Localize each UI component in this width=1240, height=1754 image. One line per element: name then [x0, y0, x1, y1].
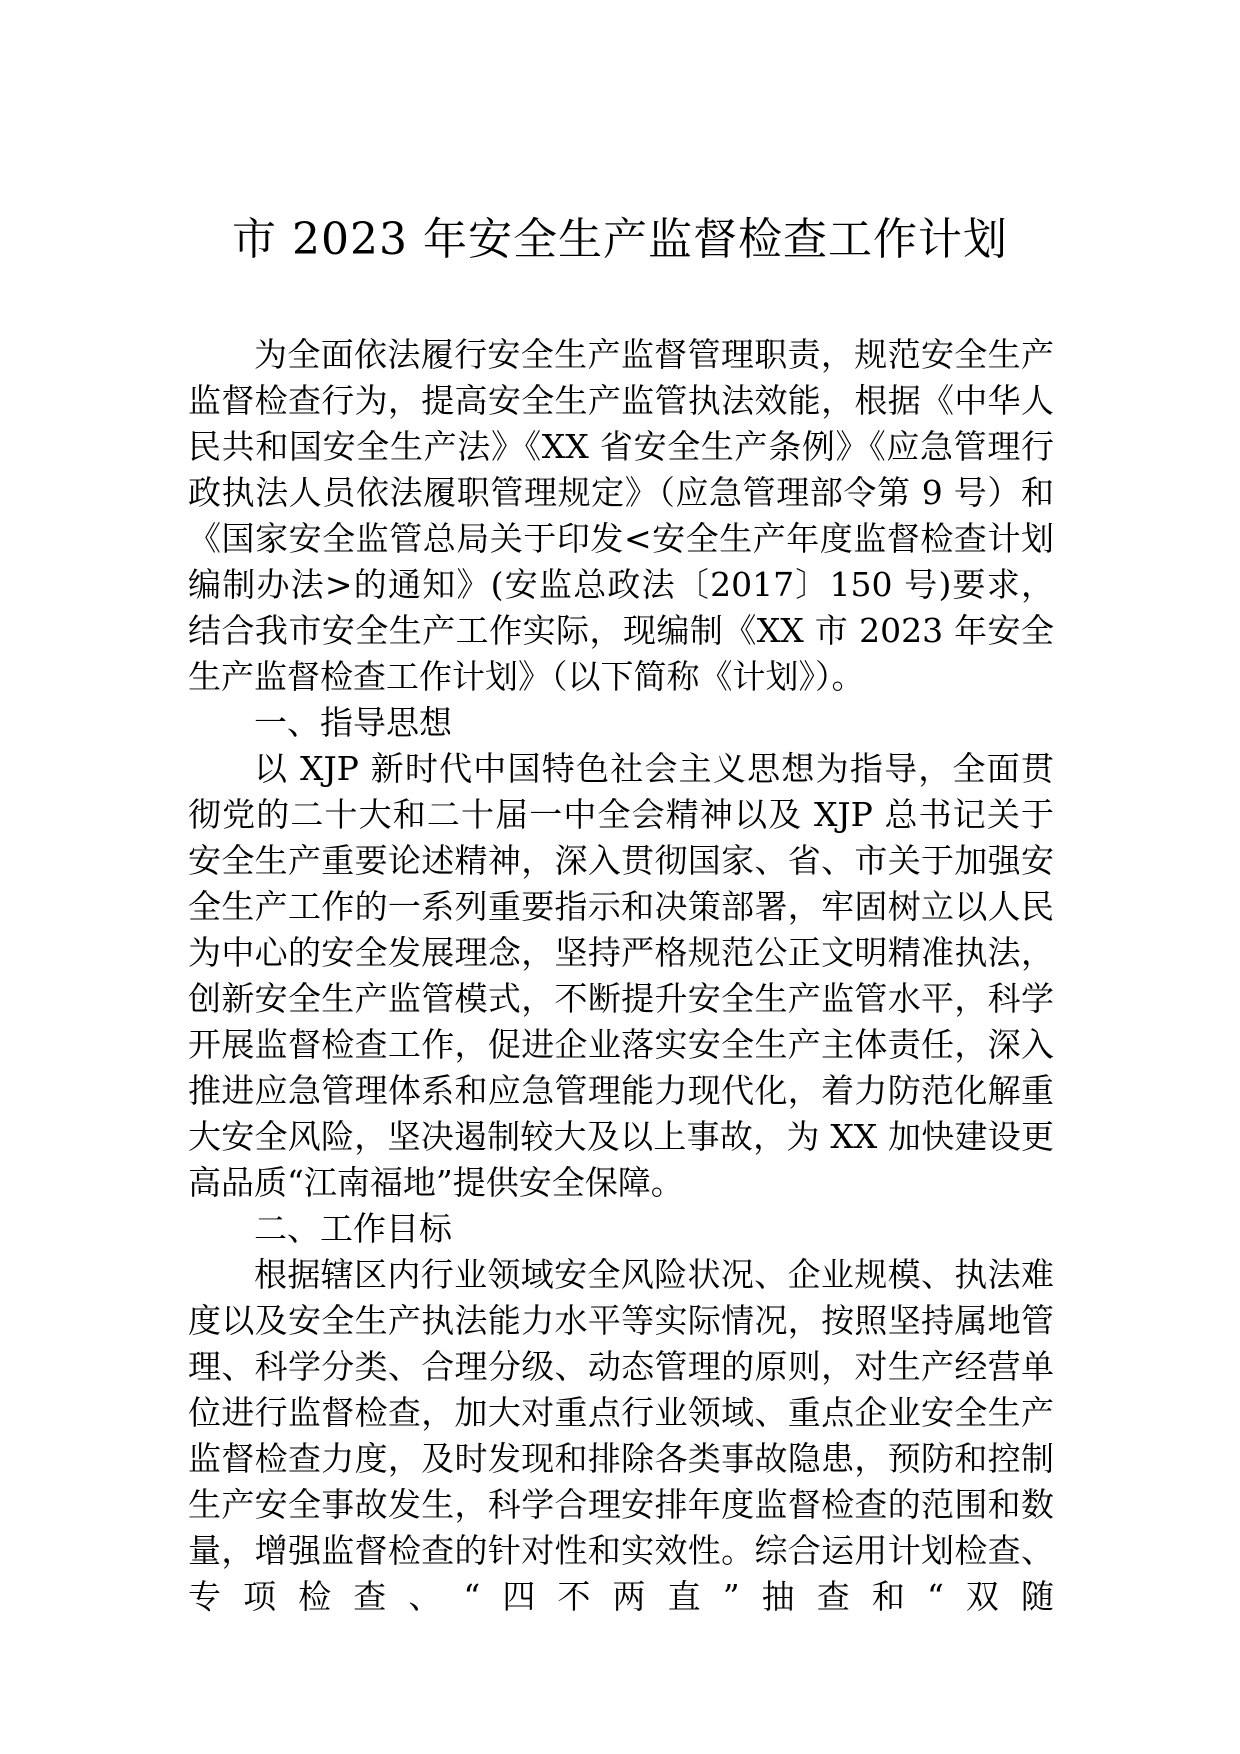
intro-paragraph: 为全面依法履行安全生产监督管理职责，规范安全生产监督检查行为，提高安全生产监管执法效能，根据《中华人民共和国安全生产法》《XX 省安全生产条例》《应急管理行政执法人员依法履职管理规定》（应急管理部令第 9 号）和《国家安全监管总局关于印发<安全生产年度监督检查计划编制办法>的通知》(安监总政法〔2017〕150 号)要求，结合我市安全生产工作实际，现编制《XX 市 2023 年安全生产监督检查工作计划》（以下简称《计划》）。: [188, 335, 1054, 696]
section-heading-work-goals: 二、工作目标: [254, 1209, 452, 1248]
document-title: 市 2023 年安全生产监督检查工作计划: [232, 214, 1008, 265]
section-paragraph-work-goals: 根据辖区内行业领域安全风险状况、企业规模、执法难度以及安全生产执法能力水平等实际情况，按照坚持属地管理、科学分类、合理分级、动态管理的原则，对生产经营单位进行监督检查，加大对重点行业领域、重点企业安全生产监督检查力度，及时发现和排除各类事故隐患，预防和控制生产安全事故发生，科学合理安排年度监督检查的范围和数量，增强监督检查的针对性和实效性。综合运用计划检查、专项检查、“四不两直”抽查和“双随: [188, 1255, 1054, 1616]
section-heading-guiding-ideology: 一、指导思想: [254, 703, 452, 742]
document-body: [188, 332, 1054, 1620]
section-paragraph-guiding-ideology: 以 XJP 新时代中国特色社会主义思想为指导，全面贯彻党的二十大和二十届一中全会精神以及 XJP 总书记关于安全生产重要论述精神，深入贯彻国家、省、市关于加强安全生产工作的一系列重要指示和决策部署，牢固树立以人民为中心的安全发展理念，坚持严格规范公正文明精准执法，创新安全生产监管模式，不断提升安全生产监管水平，科学开展监督检查工作，促进企业落实安全生产主体责任，深入推进应急管理体系和应急管理能力现代化，着力防范化解重大安全风险，坚决遏制较大及以上事故，为 XX 加快建设更高品质“江南福地”提供安全保障。: [188, 749, 1054, 1202]
